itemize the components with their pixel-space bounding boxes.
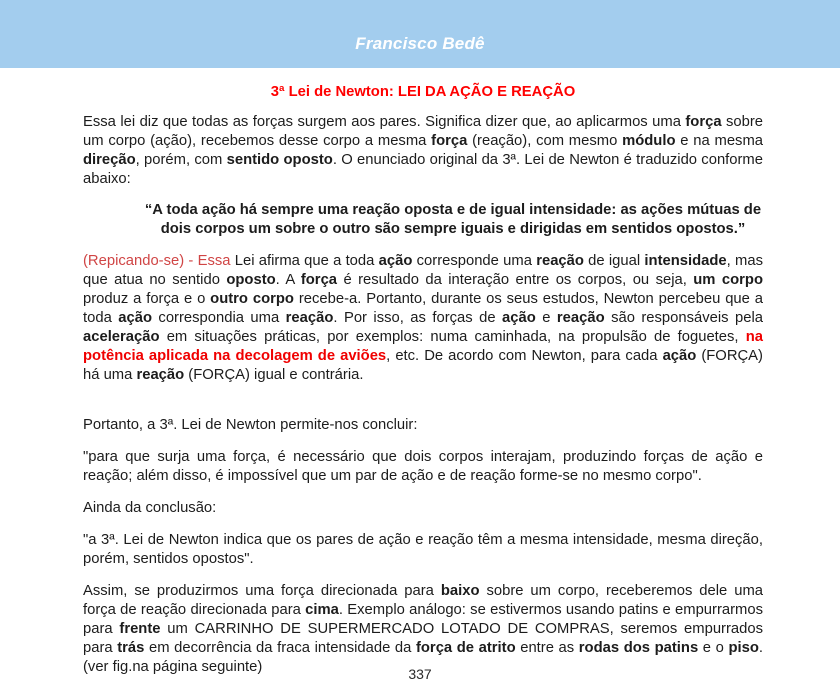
text-run: Essa lei diz que todas as forças surgem aos pares. Significa dizer que, ao aplicarmos uma bbox=[83, 114, 686, 130]
page-number: 337 bbox=[408, 666, 432, 682]
text-run: reação bbox=[556, 310, 605, 326]
text-run: e na mesma bbox=[675, 133, 763, 149]
text-run: frente bbox=[119, 621, 161, 637]
text-run: . Por isso, as forças de bbox=[333, 310, 503, 326]
paragraph bbox=[83, 582, 763, 677]
text-run: sobre um corpo (ação), recebemos desse corpo a mesma bbox=[83, 114, 763, 149]
text-run: ação bbox=[662, 348, 697, 364]
text-run: de igual bbox=[583, 253, 645, 269]
text-run: é resultado da interação entre os corpos, ou seja, bbox=[337, 272, 694, 288]
text-run: baixo bbox=[440, 583, 480, 599]
text-run: aceleração bbox=[83, 329, 160, 345]
text-run: produz a força e o bbox=[83, 291, 211, 307]
text-run: ação bbox=[118, 310, 152, 326]
text-run: um CARRINHO DE SUPERMERCADO LOTADO DE COMPRAS, seremos empurrados para bbox=[83, 621, 763, 656]
paragraph bbox=[143, 201, 763, 239]
text-run: reação bbox=[285, 310, 334, 326]
paragraph bbox=[83, 448, 763, 486]
text-run: (FORÇA) igual e contrária. bbox=[184, 367, 364, 383]
text-run: força bbox=[300, 272, 338, 288]
paragraphs-container bbox=[83, 113, 763, 677]
text-run: (Repicando-se) - Essa bbox=[83, 253, 235, 269]
text-run: outro corpo bbox=[210, 291, 294, 307]
text-run: "para que surja uma força, é necessário que dois corpos interajam, produzindo forças de ação e reação; além disso, é impossível que um par de ação e de reação forme-se no mesmo corpo". bbox=[83, 449, 763, 484]
author-title: Francisco Bedê bbox=[355, 34, 485, 53]
document-body bbox=[0, 84, 840, 677]
text-run: em decorrência da fraca intensidade da bbox=[144, 640, 416, 656]
text-run: correspondia uma bbox=[151, 310, 286, 326]
text-run: direção bbox=[83, 152, 136, 168]
text-run: na potência aplicada na decolagem de aviões bbox=[83, 329, 763, 364]
text-run: em situações práticas, por exemplos: numa caminhada, na propulsão de foguetes, bbox=[159, 329, 746, 345]
paragraph bbox=[83, 113, 763, 189]
paragraph bbox=[83, 499, 763, 518]
text-run: e bbox=[535, 310, 557, 326]
paragraph bbox=[83, 416, 763, 435]
text-run: ação bbox=[502, 310, 536, 326]
text-run: força de atrito bbox=[415, 640, 516, 656]
text-run: intensidade bbox=[644, 253, 727, 269]
text-run: recebe-a. Portanto, durante os seus estudos, Newton percebeu que a toda bbox=[83, 291, 763, 326]
text-run: Portanto, a 3ª. Lei de Newton permite-nos concluir: bbox=[83, 417, 418, 433]
text-run: . O enunciado original da 3ª. Lei de Newton é traduzido conforme abaixo: bbox=[83, 152, 763, 187]
text-run: rodas dos patins bbox=[578, 640, 699, 656]
text-run: . (ver fig.na página seguinte) bbox=[83, 640, 764, 675]
text-run: . A bbox=[275, 272, 301, 288]
text-run: (FORÇA) há uma bbox=[83, 348, 763, 383]
paragraph bbox=[83, 531, 763, 569]
text-run: , porém, com bbox=[135, 152, 227, 168]
page-footer bbox=[0, 666, 840, 682]
text-run: “A toda ação há sempre uma reação oposta e de igual intensidade: as ações mútuas de dois corpos um sobre o outro são sempre iguais e dirigidas em sentidos opostos.” bbox=[144, 202, 762, 237]
text-run: , mas que atua no sentido bbox=[83, 253, 763, 288]
text-run: entre as bbox=[515, 640, 579, 656]
paragraph bbox=[83, 252, 763, 385]
text-run: um corpo bbox=[693, 272, 763, 288]
text-run: (reação), com mesmo bbox=[467, 133, 623, 149]
text-run: ação bbox=[378, 253, 413, 269]
text-run: sobre um corpo, receberemos dele uma força de reação direcionada para bbox=[83, 583, 763, 618]
text-run: trás bbox=[117, 640, 145, 656]
text-run: piso bbox=[728, 640, 759, 656]
text-run: e o bbox=[698, 640, 729, 656]
text-run: força bbox=[685, 114, 722, 130]
text-run: , etc. De acordo com Newton, para cada bbox=[386, 348, 663, 364]
page-header-banner bbox=[0, 0, 840, 68]
text-run: cima bbox=[305, 602, 339, 618]
text-run: reação bbox=[136, 367, 185, 383]
text-run: . Exemplo análogo: se estivermos usando patins e empurrarmos para bbox=[83, 602, 763, 637]
text-run: corresponde uma bbox=[412, 253, 537, 269]
text-run: força bbox=[431, 133, 468, 149]
text-run: módulo bbox=[622, 133, 676, 149]
text-run: oposto bbox=[226, 272, 276, 288]
text-run: reação bbox=[536, 253, 584, 269]
text-run: Lei afirma que a toda bbox=[234, 253, 379, 269]
text-run: Assim, se produzirmos uma força direcionada para bbox=[83, 583, 441, 599]
text-run: sentido oposto bbox=[226, 152, 333, 168]
text-run: são responsáveis pela bbox=[604, 310, 763, 326]
text-run: Ainda da conclusão: bbox=[83, 500, 217, 516]
text-run: "a 3ª. Lei de Newton indica que os pares de ação e reação têm a mesma intensidade, mesma direção, porém, sentidos opostos". bbox=[83, 532, 763, 567]
document-heading: 3ª Lei de Newton: LEI DA AÇÃO E REAÇÃO bbox=[270, 84, 576, 100]
